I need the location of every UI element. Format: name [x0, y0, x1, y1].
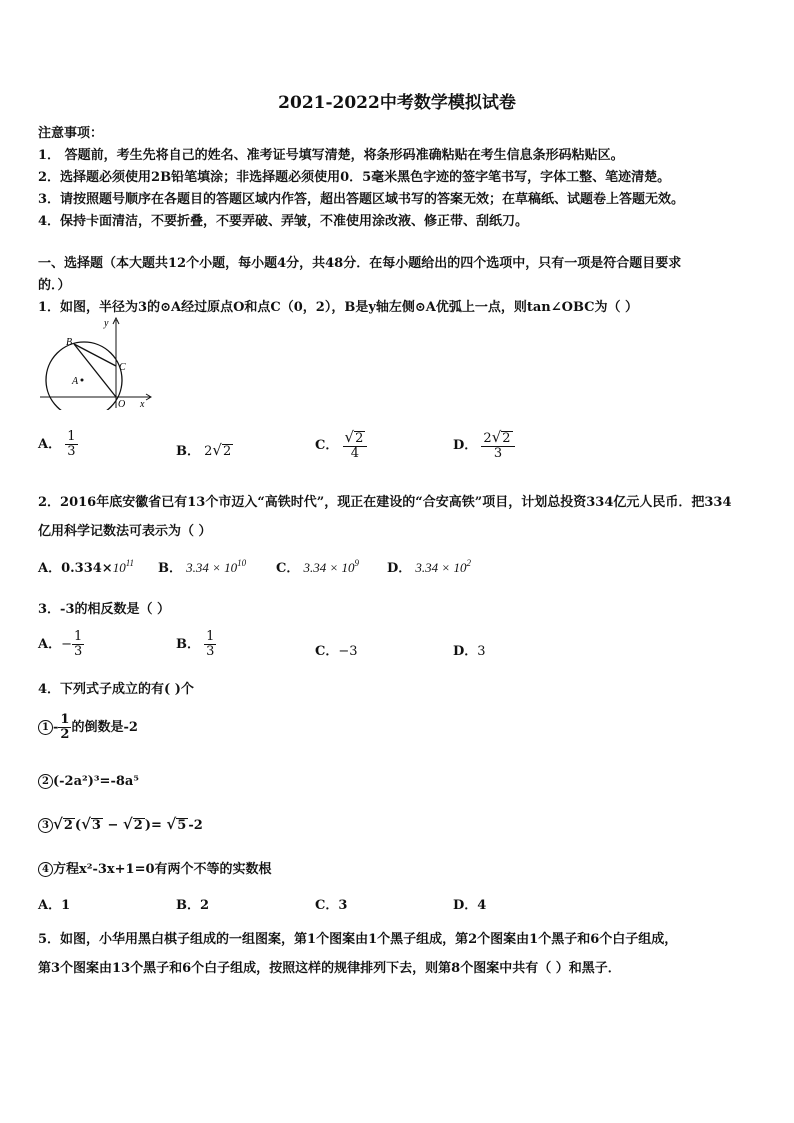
- label-c: C: [119, 362, 126, 373]
- q4-option-d[interactable]: D．4: [453, 898, 487, 913]
- q2-option-a[interactable]: A．$0.334\times 10^{11}$: [38, 558, 135, 576]
- q3-option-b[interactable]: B． $\frac{1}{3}$: [176, 629, 215, 659]
- q3-option-d[interactable]: D．3: [453, 644, 486, 659]
- segment-bc: [74, 344, 116, 366]
- q5-stem-line1: 5．如图，小华用黑白棋子组成的一组图案，第1个图案由1个黑子组成，第2个图案由1个黑子和6个白子组成，: [38, 932, 678, 947]
- circle-a: [46, 342, 122, 410]
- q1-figure: [36, 314, 156, 410]
- center-point-a: [81, 379, 84, 382]
- q4-item-1: 1 - $\frac{1}{2}$ 的倒数是-2: [38, 713, 138, 742]
- q1-option-a[interactable]: A． $\frac{1}{3}$: [38, 429, 76, 459]
- q2-option-d[interactable]: D． $3.34 \times 10^2$: [387, 558, 471, 576]
- fraction: $\frac{1}{2}$: [60, 712, 70, 742]
- q4-item-2: 2 (-2a²)³=-8a⁵: [38, 774, 139, 789]
- q2-option-c[interactable]: C． $3.34 \times 10^9$: [276, 558, 360, 576]
- fraction: $\frac{1}{3}$: [67, 429, 76, 459]
- q4-item-3: 3 √2 (√3 − √2 )= √5 -2: [38, 815, 203, 833]
- q2-stem-line2: 亿用科学记数法可表示为（ ）: [38, 524, 212, 539]
- page-title: 2021-2022中考数学模拟试卷: [278, 93, 516, 113]
- q1-option-c[interactable]: C． $\frac{√2}{4}$: [315, 430, 367, 461]
- fraction: $\frac{1}{3}$: [74, 629, 83, 659]
- label-x: x: [140, 399, 145, 410]
- section-heading: 一、选择题（本大题共12个小题，每小题4分，共48分．在每小题给出的四个选项中，只有一项是符合题目要求: [38, 256, 682, 271]
- fraction: $\frac{2√2}{3}$: [481, 430, 514, 461]
- fraction: $\frac{1}{3}$: [206, 629, 215, 659]
- q1-option-d[interactable]: D． $\frac{2√2}{3}$: [453, 430, 515, 461]
- notice-item: 3．请按照题号顺序在各题目的答题区域内作答，超出答题区域书写的答案无效；在草稿纸、试题卷上答题无效。: [38, 192, 685, 207]
- notice-item: 2．选择题必须使用2B铅笔填涂；非选择题必须使用0．5毫米黑色字迹的签字笔书写，字体工整、笔迹清楚。: [38, 170, 671, 185]
- notice-heading: 注意事项：: [38, 126, 104, 141]
- label-y: y: [104, 318, 109, 329]
- label-b: B: [66, 337, 73, 348]
- section-heading-cont: 的．）: [38, 278, 71, 293]
- q4-stem: 4．下列式子成立的有( )个: [38, 682, 194, 697]
- q4-option-a[interactable]: A．1: [38, 898, 71, 913]
- q3-option-a[interactable]: A．− $\frac{1}{3}$: [38, 629, 83, 659]
- label-a: A: [72, 376, 79, 387]
- q4-option-b[interactable]: B．2: [176, 898, 210, 913]
- q4-item-4: 4 方程x²-3x+1=0有两个不等的实数根: [38, 858, 272, 877]
- q3-stem: 3．-3的相反数是（ ）: [38, 602, 171, 617]
- q3-option-c[interactable]: C．−3: [315, 644, 358, 659]
- q5-stem-line2: 第3个图案由13个黑子和6个白子组成，按照这样的规律排列下去，则第8个图案中共有（ ）和黑子．: [38, 961, 621, 976]
- q4-option-c[interactable]: C．3: [315, 898, 348, 913]
- q1-option-b[interactable]: B． 2√2: [176, 441, 232, 459]
- q2-stem-line1: 2．2016年底安徽省已有13个市迈入“高铁时代”，现正在建设的“合安高铁”项目，计划总投资334亿元人民币．把334: [38, 495, 732, 510]
- q1-stem: 1．如图，半径为3的⊙A经过原点O和点C（0，2），B是y轴左侧⊙A优弧上一点，则tan∠OBC为（ ）: [38, 300, 639, 315]
- notice-item: 4．保持卡面清洁，不要折叠，不要弄破、弄皱，不准使用涂改液、修正带、刮纸刀。: [38, 214, 529, 229]
- q2-option-b[interactable]: B． $3.34 \times 10^{10}$: [158, 558, 247, 576]
- notice-item: 1． 答题前，考生先将自己的姓名、准考证号填写清楚，将条形码准确粘贴在考生信息条形码粘贴区。: [38, 148, 624, 163]
- fraction: $\frac{√2}{4}$: [343, 430, 368, 461]
- label-o: O: [118, 399, 126, 410]
